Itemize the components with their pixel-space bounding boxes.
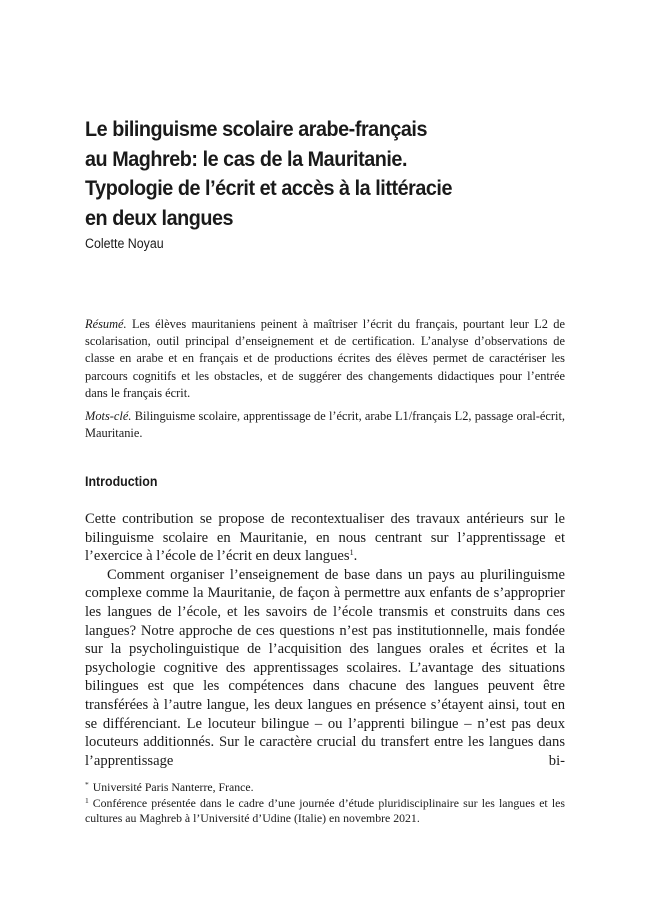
footnote-mark: *	[85, 780, 89, 789]
footnote	[85, 780, 565, 796]
title-line: en deux langues	[85, 205, 234, 230]
footnote-reference[interactable]: 1	[349, 548, 354, 558]
keywords-label: Mots-clé.	[85, 409, 132, 423]
abstract	[85, 316, 565, 402]
keywords	[85, 408, 565, 442]
abstract-text: Les élèves mauritaniens peinent à maîtriser l’écrit du français, pourtant leur L2 de scolarisation, outil principal d’enseignement et de certification. L’analyse d’observations de classe en arabe et en français et de productions écrites des élèves permet de caractériser les parcours cognitifs et les obstacles, et de suggérer des changements didactiques pour l’entrée dans le français écrit.	[85, 317, 565, 400]
abstract-label: Résumé.	[85, 317, 127, 331]
paragraph-end: .	[353, 548, 358, 565]
paragraph-text: Cette contribution se propose de recontextualiser des travaux antérieurs sur le bilinguisme scolaire en Mauritanie, en nous centrant sur l’apprentissage et l’exercice à l’école de l’écrit en deux langues	[85, 511, 565, 565]
paragraph	[85, 510, 565, 566]
author-name: Colette Noyau	[85, 236, 164, 251]
paragraph: Comment organiser l’enseignement de base dans un pays au plurilinguisme complexe comme la Mauritanie, de façon à permettre aux enfants de s’approprier les langues de l’école, et les savoirs de l’école transmis et construits dans ces langues? Notre approche de ces questions n’est pas institutionnelle, mais fondée sur la psycholinguistique de l’acquisition des langues orales et écrites et la psychologie cognitive des apprentissages scolaires. L’avantage des situations bilingues est que les compétences dans chacune des langues peuvent être transférées à l’autre langue, les deux langues en présence s’étayent ainsi, tout en se différenciant. Le locuteur bilingue – ou l’apprenti bilingue – n’est pas deux locuteurs additionnés. Sur le caractère crucial du transfert entre les langues dans l’apprentissage bi-	[85, 566, 565, 769]
footnote-text: Université Paris Nanterre, France.	[92, 780, 254, 794]
footnote-text: Conférence présentée dans le cadre d’une journée d’étude pluridisciplinaire sur les langues et les cultures au Maghreb à l’Université d’Udine (Italie) en novembre 2021.	[85, 795, 565, 826]
title-line: au Maghreb: le cas de la Mauritanie.	[85, 146, 407, 171]
article-title	[85, 115, 545, 233]
footnote	[85, 796, 565, 827]
title-line: Le bilinguisme scolaire arabe-français	[85, 117, 428, 141]
footnotes	[85, 780, 565, 827]
footnote-mark: 1	[85, 795, 89, 805]
introduction-body	[85, 510, 565, 770]
keywords-text: Bilinguisme scolaire, apprentissage de l’écrit, arabe L1/français L2, passage oral-écrit, Mauritanie.	[85, 409, 565, 441]
section-heading-introduction: Introduction	[85, 474, 158, 489]
title-line: Typologie de l’écrit et accès à la littéracie	[85, 176, 453, 200]
